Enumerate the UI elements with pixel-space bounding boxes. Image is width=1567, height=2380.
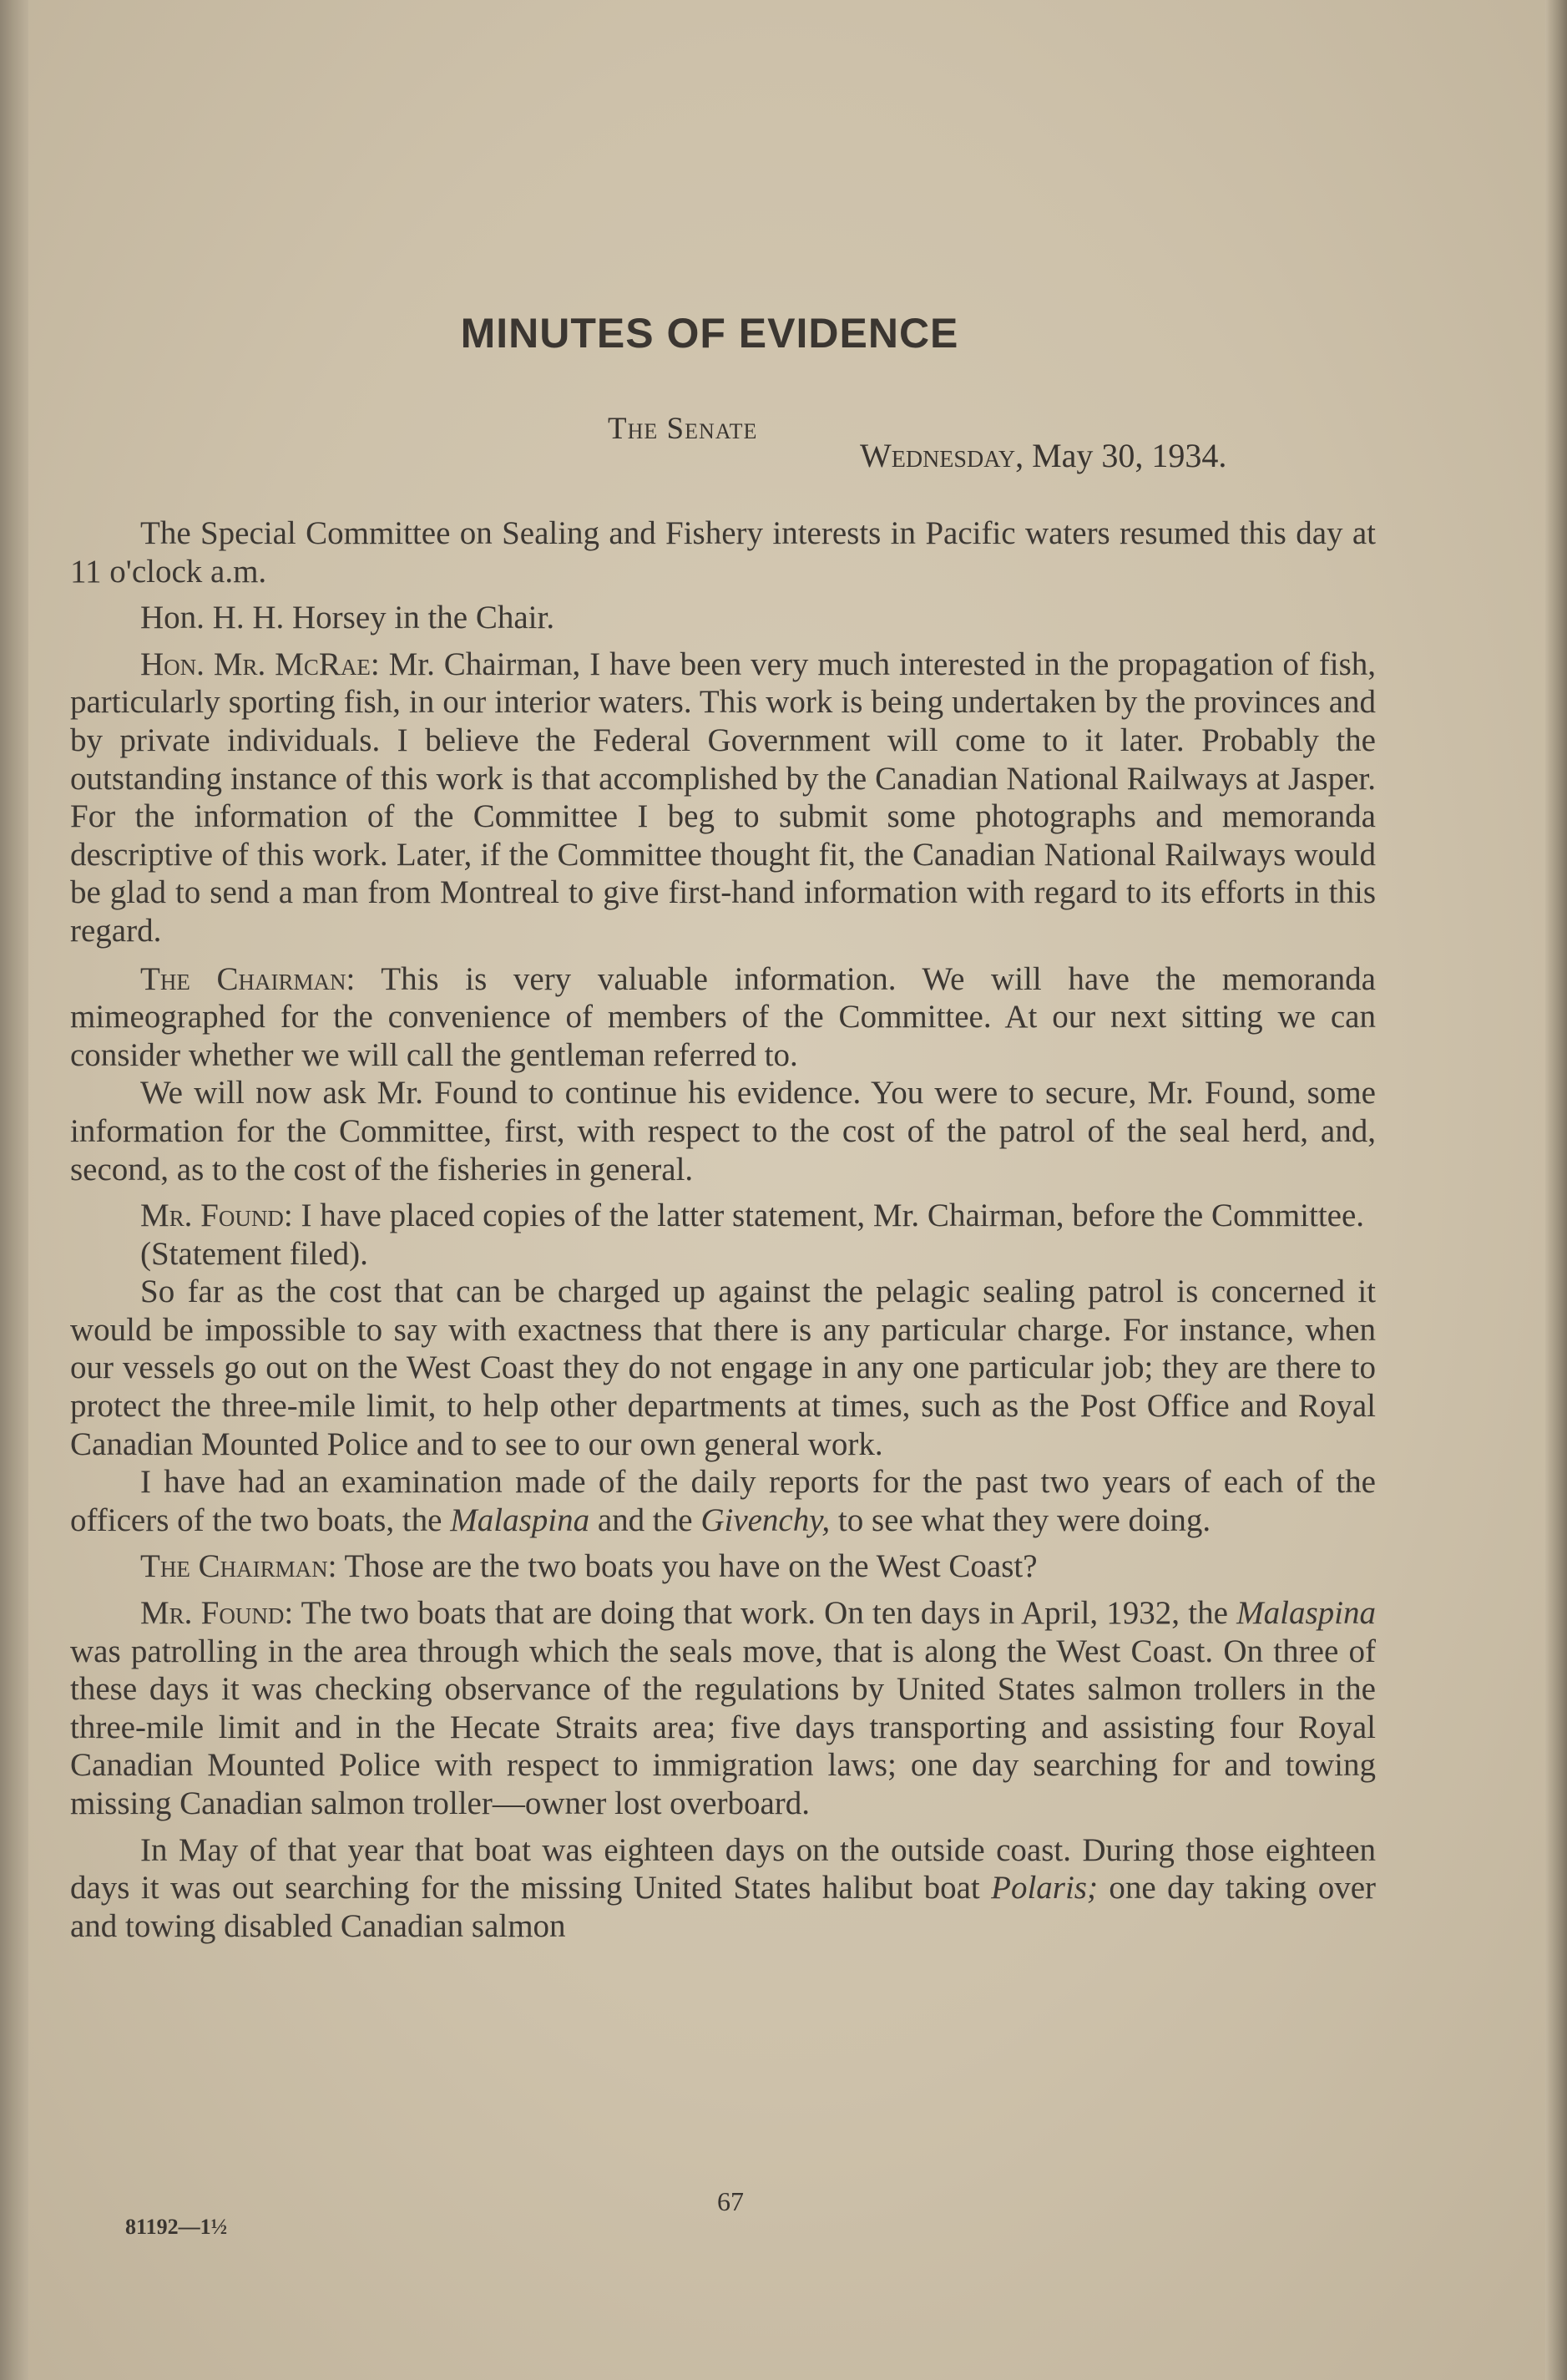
paragraph-found-5: In May of that year that boat was eighteen days on the outside coast. During those eighteen days it was out searching for the missing United States halibut boat Polaris; one day taking over and towing disabled Canadian salmon	[70, 1831, 1376, 1944]
speaker-name: The Chairman:	[140, 1548, 337, 1585]
paragraph-chairman-2: We will now ask Mr. Found to continue his evidence. You were to secure, Mr. Found, some information for the Committee, first, with respect to the cost of the patrol of the seal herd, and, second, as to the cost of the fisheries in general.	[70, 1075, 1376, 1187]
paragraph-found-1: Mr. Found: I have placed copies of the latter statement, Mr. Chairman, before the Committee.	[140, 1198, 1365, 1234]
printer-signature-mark: 81192—1½	[125, 2215, 228, 2239]
page-number: 67	[717, 2186, 744, 2216]
paragraph-found-3: I have had an examination made of the daily reports for the past two years of each of the officers of the two boats, the Malaspina and the Givenchy, to see what they were doing.	[70, 1464, 1376, 1538]
paragraph-mcrae: Hon. Mr. McRae: Mr. Chairman, I have been very much interested in the propagation of fish, particularly sporting fish, in our interior waters. This work is being undertaken by the provinces and by private individuals. I believe the Federal Government will come to it later. Probably the outstanding instance of this work is that accomplished by the Canadian National Railways at Jasper. For the information of the Committee I beg to submit some photographs and memoranda descriptive of this work. Later, if the Committee thought fit, the Canadian National Railways would be glad to send a man from Montreal to give first-hand information with regard to its efforts in this regard.	[70, 646, 1376, 949]
date-weekday: Wednesday	[860, 437, 1016, 474]
speaker-name: Mr. Found:	[140, 1198, 293, 1234]
boat-name: Polaris;	[991, 1870, 1098, 1907]
senate-label: The Senate	[608, 412, 758, 446]
paragraph-found-4: Mr. Found: The two boats that are doing that work. On ten days in April, 1932, the Malaspina was patrolling in the area through which the seals move, that is along the West Coast. On three of these days it was checking observance of the regulations by United States salmon trollers in the three-mile limit and in the Hecate Straits area; five days transporting and assisting four Royal Canadian Mounted Police with respect to immigration laws; one day searching for and towing missing Canadian salmon troller—owner lost overboard.	[70, 1595, 1376, 1821]
boat-name: Malaspina	[1236, 1595, 1376, 1632]
page-right-edge	[1545, 0, 1567, 2380]
speaker-name: Hon. Mr. McRae:	[140, 646, 380, 682]
speaker-name: The Chairman:	[140, 960, 356, 997]
paragraph-chair: Hon. H. H. Horsey in the Chair.	[140, 600, 555, 636]
date-rest: , May 30, 1934.	[1015, 437, 1227, 474]
boat-name: Malaspina	[450, 1501, 590, 1538]
sitting-date	[860, 436, 1226, 475]
speaker-name: Mr. Found:	[140, 1595, 294, 1632]
page-heading: MINUTES OF EVIDENCE	[460, 310, 959, 357]
paragraph-statement-filed: (Statement filed).	[140, 1235, 368, 1272]
paragraph-opening: The Special Committee on Sealing and Fishery interests in Pacific waters resumed this day at 11 o'clock a.m.	[70, 515, 1376, 590]
paragraph-found-2: So far as the cost that can be charged up against the pelagic sealing patrol is concerned it would be impossible to say with exactness that there is any particular charge. For instance, when our vessels go out on the West Coast they do not engage in any one particular job; they are there to protect the three-mile limit, to help other departments at times, such as the Post Office and Royal Canadian Mounted Police and to see to our own general work.	[70, 1274, 1376, 1462]
paragraph-chairman-1: The Chairman: This is very valuable information. We will have the memoranda mimeographed for the convenience of members of the Committee. At our next sitting we can consider whether we will call the gentleman referred to.	[70, 960, 1376, 1073]
paragraph-chairman-3: The Chairman: Those are the two boats you have on the West Coast?	[140, 1548, 1038, 1585]
minutes-body	[70, 514, 1376, 1945]
boat-name: Givenchy,	[700, 1501, 831, 1538]
